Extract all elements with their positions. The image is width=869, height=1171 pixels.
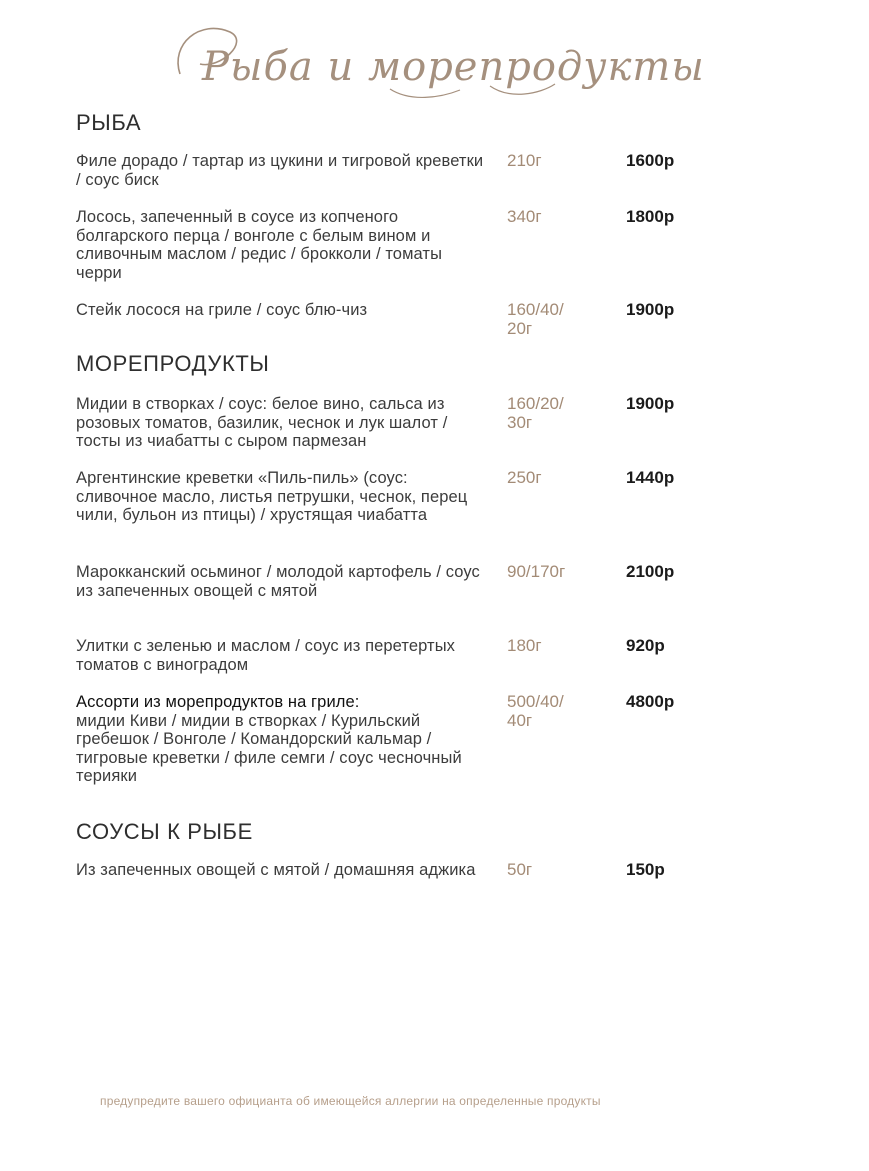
item-price: 920р <box>626 636 665 655</box>
item-weight: 160/20/ 30г <box>507 394 564 432</box>
page-title-text: Рыба и морепродукты <box>202 44 705 90</box>
item-name: Лосось, запеченный в соусе из копченого болгарского перца / вонголе с белым вином и сливочным маслом / редис / брокколи / томаты черри <box>76 208 443 282</box>
section-title-seafood: МОРЕПРОДУКТЫ <box>76 351 270 376</box>
item-price: 1800р <box>626 207 675 226</box>
item-name: Улитки с зеленью и маслом / соус из перетертых томатов с виноградом <box>76 637 456 674</box>
item-name: Марокканский осьминог / молодой картофель / соус из запеченных овощей с мятой <box>76 563 480 600</box>
item-weight: 90/170г <box>507 562 566 581</box>
item-weight: 250г <box>507 468 542 487</box>
item-weight: 180г <box>507 636 542 655</box>
item-name: Мидии в створках / соус: белое вино, сальса из розовых томатов, базилик, чеснок и лук шалот / тосты из чиабатты с сыром пармезан <box>76 395 448 451</box>
item-name: Из запеченных овощей с мятой / домашняя аджика <box>76 861 476 879</box>
section-title-fish: РЫБА <box>76 110 142 135</box>
item-name: Аргентинские креветки «Пиль-пиль» (соус: сливочное масло, листья петрушки, чеснок, перец чили, бульон из птицы) / хрустящая чиабатта <box>76 469 468 525</box>
page-title <box>160 14 705 104</box>
item-price: 1900р <box>626 300 675 319</box>
item-price: 150р <box>626 860 665 879</box>
item-price: 4800р <box>626 692 675 711</box>
item-name-bold: Ассорти из морепродуктов на гриле: <box>76 693 360 711</box>
item-weight: 340г <box>507 207 542 226</box>
item-weight: 500/40/ 40г <box>507 692 564 730</box>
item-weight: 50г <box>507 860 533 879</box>
item-name: Филе дорадо / тартар из цукини и тигровой креветки / соус биск <box>76 152 484 189</box>
allergy-note: предупредите вашего официанта об имеющейся аллергии на определенные продукты <box>100 1094 601 1108</box>
item-weight: 210г <box>507 151 542 170</box>
item-name-details: мидии Киви / мидии в створках / Курильский гребешок / Вонголе / Командорский кальмар / тигровые креветки / филе семги / соус чесночный терияки <box>76 711 462 786</box>
item-weight: 160/40/ 20г <box>507 300 564 338</box>
item-price: 1440р <box>626 468 675 487</box>
item-price: 1600р <box>626 151 675 170</box>
item-price: 1900р <box>626 394 675 413</box>
item-name <box>76 693 486 786</box>
section-title-sauces: СОУСЫ К РЫБЕ <box>76 819 253 844</box>
item-price: 2100р <box>626 562 675 581</box>
item-name: Стейк лосося на гриле / соус блю-чиз <box>76 301 368 319</box>
